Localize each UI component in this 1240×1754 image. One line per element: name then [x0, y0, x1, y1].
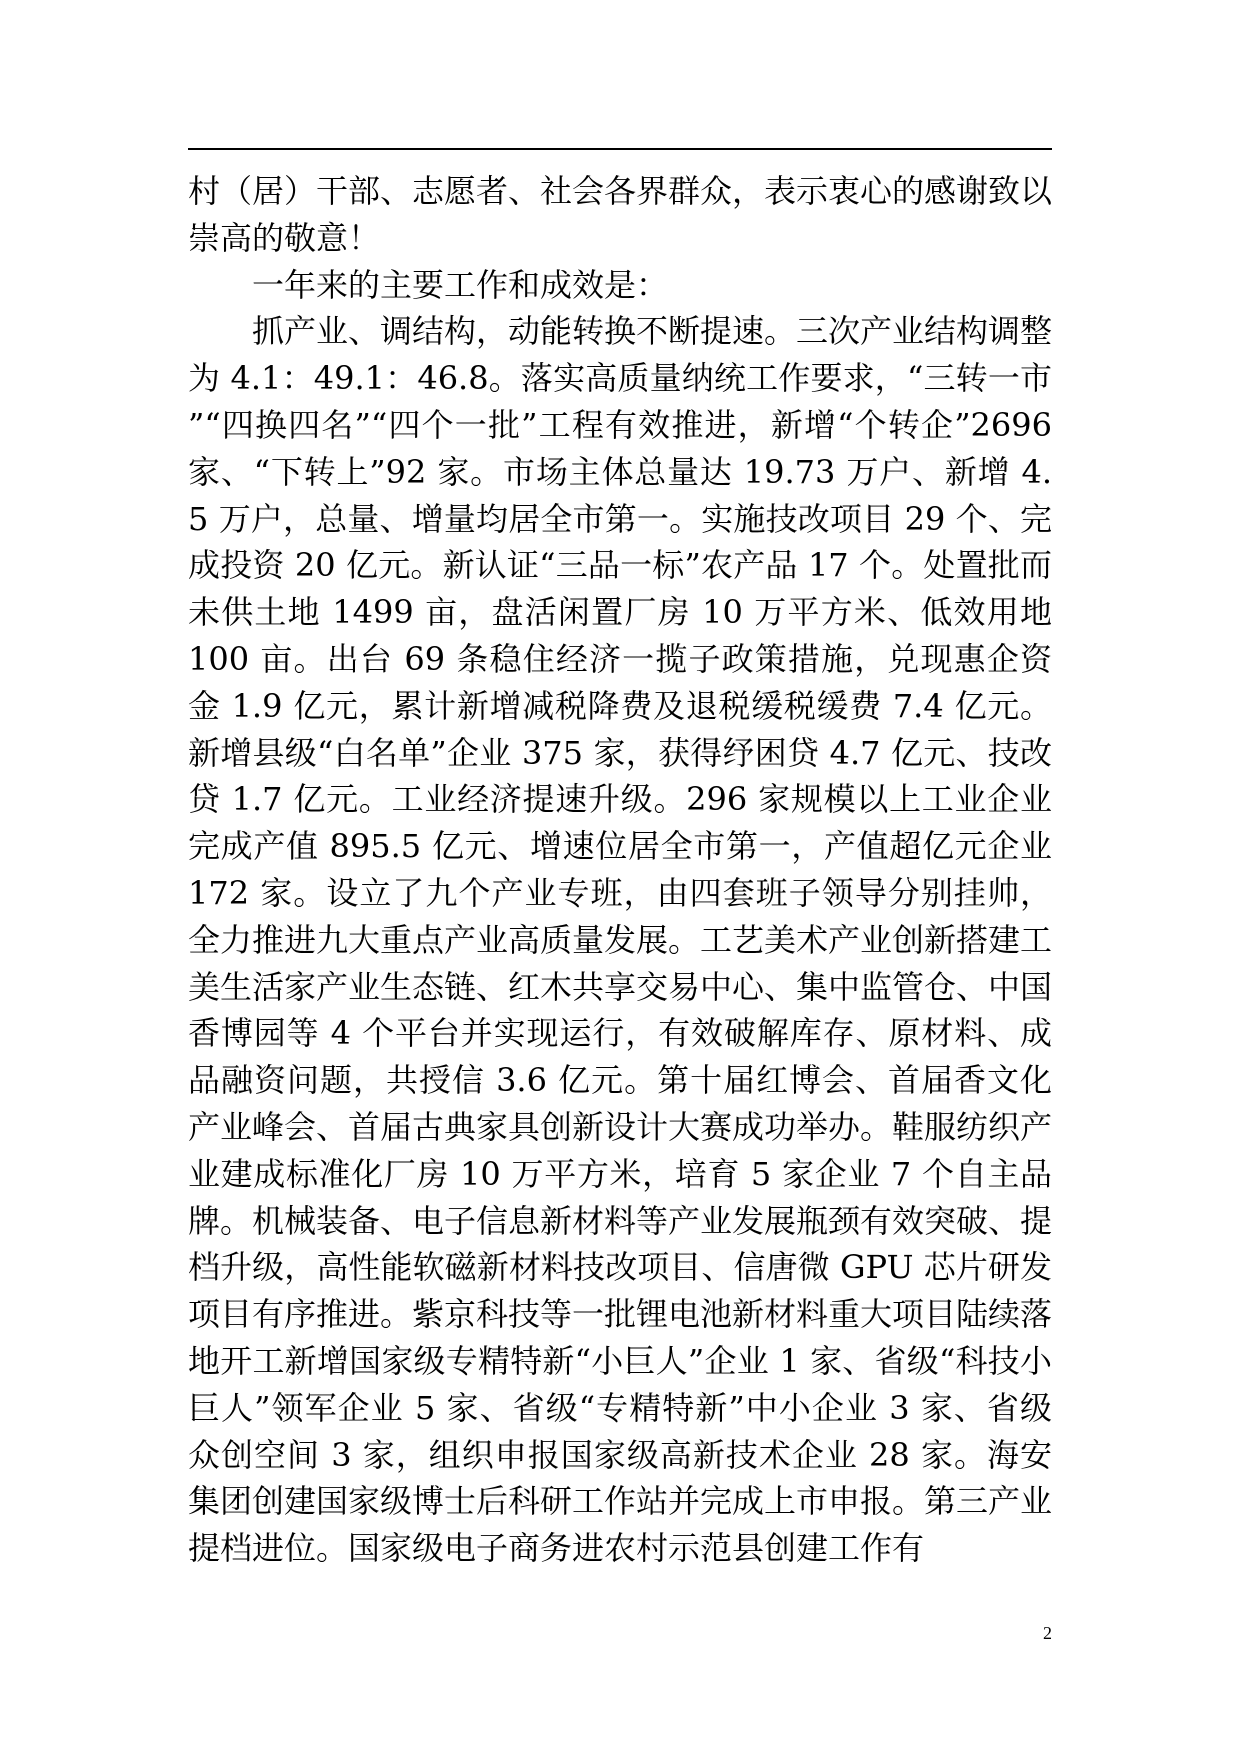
document-body	[188, 168, 1052, 1572]
paragraph-industry-structure: 抓产业、调结构，动能转换不断提速。三次产业结构调整为 4.1：49.1：46.8。落实高质量纳统工作要求，“三转一市”“四换四名”“四个一批”工程有效推进，新增“个转企”2696 家、“下转上”92 家。市场主体总量达 19.73 万户、新增 4.5 万户，总量、增量均居全市第一。实施技改项目 29 个、完成投资 20 亿元。新认证“三品一标”农产品 17 个。处置批而未供土地 1499 亩，盘活闲置厂房 10 万平方米、低效用地 100 亩。出台 69 条稳住经济一揽子政策措施，兑现惠企资金 1.9 亿元，累计新增减税降费及退税缓税缓费 7.4 亿元。新增县级“白名单”企业 375 家，获得纾困贷 4.7 亿元、技改贷 1.7 亿元。工业经济提速升级。296 家规模以上工业企业完成产值 895.5 亿元、增速位居全市第一，产值超亿元企业 172 家。设立了九个产业专班，由四套班子领导分别挂帅，全力推进九大重点产业高质量发展。工艺美术产业创新搭建工美生活家产业生态链、红木共享交易中心、集中监管仓、中国香博园等 4 个平台并实现运行，有效破解库存、原材料、成品融资问题，共授信 3.6 亿元。第十届红博会、首届香文化产业峰会、首届古典家具创新设计大赛成功举办。鞋服纺织产业建成标准化厂房 10 万平方米，培育 5 家企业 7 个自主品牌。机械装备、电子信息新材料等产业发展瓶颈有效突破、提档升级，高性能软磁新材料技改项目、信唐微 GPU 芯片研发项目有序推进。紫京科技等一批锂电池新材料重大项目陆续落地开工新增国家级专精特新“小巨人”企业 1 家、省级“科技小巨人”领军企业 5 家、省级“专精特新”中小企业 3 家、省级众创空间 3 家，组织申报国家级高新技术企业 28 家。海安集团创建国家级博士后科研工作站并完成上市申报。第三产业提档进位。国家级电子商务进农村示范县创建工作有	[188, 312, 1053, 1568]
paragraph-continuation: 村（居）干部、志愿者、社会各界群众，表示衷心的感谢致以崇高的敬意！	[188, 172, 1053, 257]
header-rule	[188, 148, 1052, 150]
paragraph-summary-intro: 一年来的主要工作和成效是：	[252, 265, 669, 304]
page-number: 2	[1043, 1623, 1052, 1643]
